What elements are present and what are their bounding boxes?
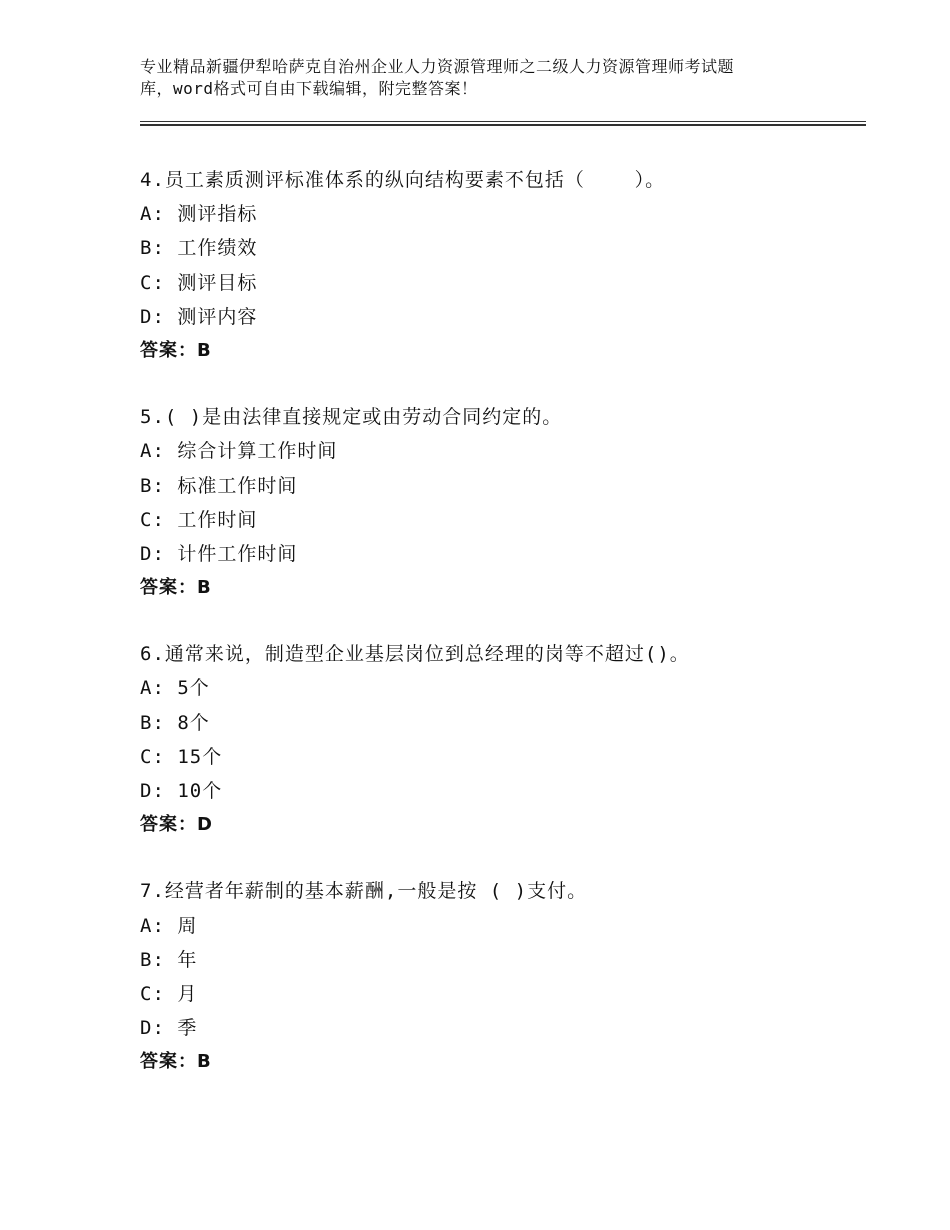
- header-divider: [140, 121, 866, 126]
- option-d: D: 测评内容: [140, 305, 258, 328]
- question-stem: 4.员工素质测评标准体系的纵向结构要素不包括（ ）。: [140, 169, 666, 191]
- option-c: C: 15个: [140, 745, 223, 768]
- header-line-2: 库，word格式可自由下载编辑，附完整答案！: [140, 79, 478, 98]
- option-a: A: 综合计算工作时间: [140, 440, 338, 463]
- option-b: B: 工作绩效: [140, 237, 258, 260]
- answer-label: 答案：B: [140, 339, 212, 361]
- option-b: B: 8个: [140, 711, 210, 734]
- option-c: C: 月: [140, 982, 198, 1005]
- question-list: [140, 163, 860, 1112]
- document-header: [140, 56, 840, 100]
- answer-label: 答案：D: [140, 814, 213, 836]
- option-d: D: 季: [140, 1017, 198, 1040]
- option-a: A: 测评指标: [140, 203, 258, 226]
- option-c: C: 工作时间: [140, 508, 258, 531]
- answer-label: 答案：B: [140, 1051, 212, 1073]
- option-d: D: 10个: [140, 780, 223, 802]
- option-c: C: 测评目标: [140, 271, 258, 294]
- option-d: D: 计件工作时间: [140, 542, 298, 565]
- question-6: [140, 637, 860, 842]
- question-stem: 6.通常来说，制造型企业基层岗位到总经理的岗等不超过()。: [140, 643, 690, 666]
- question-5: [140, 400, 860, 605]
- option-a: A: 5个: [140, 677, 210, 700]
- option-b: B: 年: [140, 948, 198, 971]
- question-stem: 7.经营者年薪制的基本薪酬,一般是按 ( )支付。: [140, 880, 588, 903]
- question-7: [140, 874, 860, 1079]
- option-b: B: 标准工作时间: [140, 474, 298, 497]
- header-line-1: 专业精品新疆伊犁哈萨克自治州企业人力资源管理师之二级人力资源管理师考试题: [140, 57, 735, 76]
- option-a: A: 周: [140, 914, 198, 937]
- question-4: [140, 163, 860, 368]
- answer-label: 答案：B: [140, 577, 212, 599]
- question-stem: 5.( )是由法律直接规定或由劳动合同约定的。: [140, 406, 563, 429]
